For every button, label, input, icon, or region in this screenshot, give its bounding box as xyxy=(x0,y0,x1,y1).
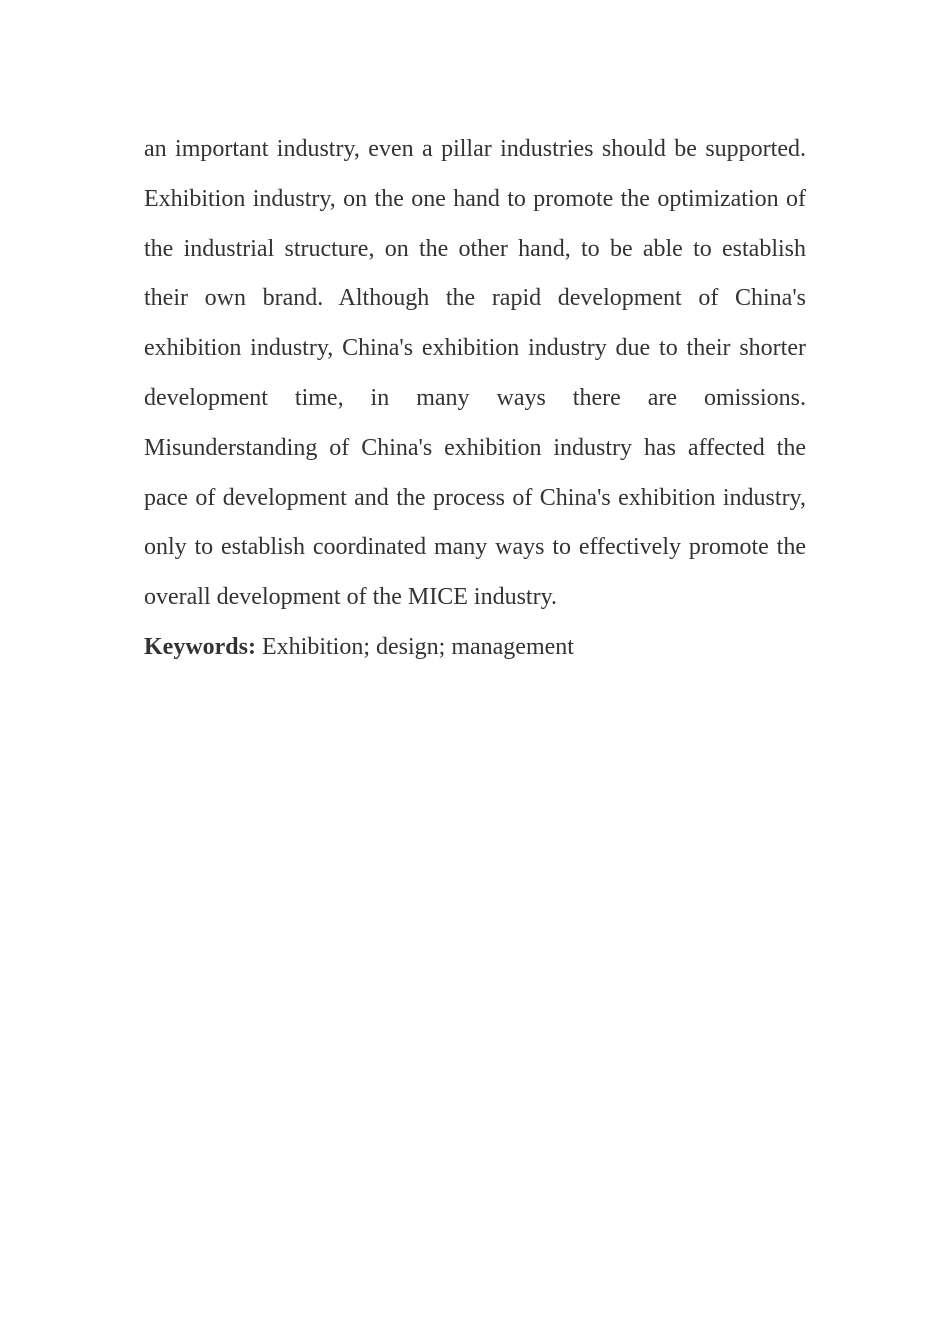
keywords-label: Keywords: xyxy=(144,633,256,660)
keywords-value: Exhibition; design; management xyxy=(261,633,574,660)
keywords-line xyxy=(144,623,806,673)
abstract-section xyxy=(144,125,806,673)
abstract-paragraph: an important industry, even a pillar industries should be supported. Exhibition industry, on the one hand to promote the optimization of the industrial structure, on the other hand, to be able to establish their own brand. Although the rapid development of China's exhibition industry, China's exhibition industry due to their shorter development time, in many ways there are omissions. Misunderstanding of China's exhibition industry has affected the pace of development and the process of China's exhibition industry, only to establish coordinated many ways to effectively promote the overall development of the MICE industry. xyxy=(144,136,806,611)
